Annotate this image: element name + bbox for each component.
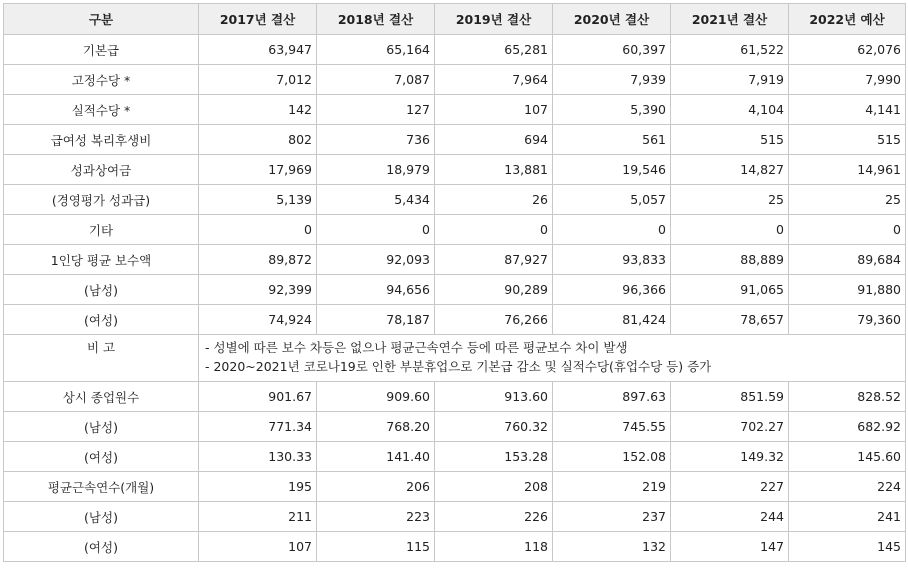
cell-value: 682.92 [789, 412, 906, 442]
cell-value: 118 [435, 532, 553, 562]
cell-value: 60,397 [553, 35, 671, 65]
cell-value: 130.33 [199, 442, 317, 472]
cell-value: 78,187 [317, 305, 435, 335]
cell-value: 89,684 [789, 245, 906, 275]
cell-value: 25 [671, 185, 789, 215]
cell-value: 152.08 [553, 442, 671, 472]
row-label: 실적수당 * [4, 95, 199, 125]
cell-value: 913.60 [435, 382, 553, 412]
cell-value: 5,139 [199, 185, 317, 215]
cell-value: 223 [317, 502, 435, 532]
cell-value: 74,924 [199, 305, 317, 335]
cell-value: 760.32 [435, 412, 553, 442]
cell-value: 19,546 [553, 155, 671, 185]
row-label: 평균근속연수(개월) [4, 472, 199, 502]
cell-value: 694 [435, 125, 553, 155]
cell-value: 7,939 [553, 65, 671, 95]
cell-value: 14,827 [671, 155, 789, 185]
cell-value: 736 [317, 125, 435, 155]
remark-line: - 성별에 따른 보수 차등은 없으나 평균근속연수 등에 따른 평균보수 차이 발생 [205, 340, 628, 355]
cell-value: 145 [789, 532, 906, 562]
table-row [4, 95, 906, 125]
cell-value: 149.32 [671, 442, 789, 472]
cell-value: 76,266 [435, 305, 553, 335]
cell-value: 206 [317, 472, 435, 502]
cell-value: 208 [435, 472, 553, 502]
cell-value: 127 [317, 95, 435, 125]
cell-value: 25 [789, 185, 906, 215]
cell-value: 0 [435, 215, 553, 245]
cell-value: 0 [789, 215, 906, 245]
row-label: 기타 [4, 215, 199, 245]
remarks-label: 비 고 [4, 335, 199, 382]
header-2019: 2019년 결산 [435, 4, 553, 35]
cell-value: 7,919 [671, 65, 789, 95]
table-row [4, 532, 906, 562]
row-label: 1인당 평균 보수액 [4, 245, 199, 275]
cell-value: 79,360 [789, 305, 906, 335]
cell-value: 195 [199, 472, 317, 502]
cell-value: 81,424 [553, 305, 671, 335]
cell-value: 702.27 [671, 412, 789, 442]
cell-value: 909.60 [317, 382, 435, 412]
cell-value: 153.28 [435, 442, 553, 472]
row-label: (여성) [4, 305, 199, 335]
cell-value: 147 [671, 532, 789, 562]
row-label: (여성) [4, 442, 199, 472]
cell-value: 90,289 [435, 275, 553, 305]
cell-value: 142 [199, 95, 317, 125]
cell-value: 63,947 [199, 35, 317, 65]
cell-value: 115 [317, 532, 435, 562]
cell-value: 18,979 [317, 155, 435, 185]
table-row [4, 382, 906, 412]
row-label: 상시 종업원수 [4, 382, 199, 412]
compensation-table [3, 3, 906, 562]
cell-value: 897.63 [553, 382, 671, 412]
cell-value: 745.55 [553, 412, 671, 442]
cell-value: 107 [199, 532, 317, 562]
table-body [4, 35, 906, 562]
header-2020: 2020년 결산 [553, 4, 671, 35]
cell-value: 244 [671, 502, 789, 532]
cell-value: 515 [671, 125, 789, 155]
remark-line: - 2020~2021년 코로나19로 인한 부분휴업으로 기본급 감소 및 실적수당(휴업수당 등) 증가 [205, 359, 712, 374]
cell-value: 88,889 [671, 245, 789, 275]
row-label: 급여성 복리후생비 [4, 125, 199, 155]
cell-value: 7,990 [789, 65, 906, 95]
cell-value: 0 [199, 215, 317, 245]
cell-value: 132 [553, 532, 671, 562]
table-row [4, 125, 906, 155]
row-label: 고정수당 * [4, 65, 199, 95]
cell-value: 93,833 [553, 245, 671, 275]
cell-value: 237 [553, 502, 671, 532]
cell-value: 4,141 [789, 95, 906, 125]
cell-value: 92,399 [199, 275, 317, 305]
cell-value: 0 [317, 215, 435, 245]
header-row [4, 4, 906, 35]
cell-value: 65,281 [435, 35, 553, 65]
cell-value: 7,087 [317, 65, 435, 95]
cell-value: 7,964 [435, 65, 553, 95]
cell-value: 91,065 [671, 275, 789, 305]
cell-value: 227 [671, 472, 789, 502]
row-label: 성과상여금 [4, 155, 199, 185]
row-label: (남성) [4, 502, 199, 532]
table-row [4, 215, 906, 245]
row-label: (남성) [4, 412, 199, 442]
cell-value: 0 [671, 215, 789, 245]
row-label: (경영평가 성과급) [4, 185, 199, 215]
cell-value: 92,093 [317, 245, 435, 275]
cell-value: 65,164 [317, 35, 435, 65]
cell-value: 96,366 [553, 275, 671, 305]
cell-value: 78,657 [671, 305, 789, 335]
table-row [4, 502, 906, 532]
table-row [4, 275, 906, 305]
table-row [4, 35, 906, 65]
cell-value: 17,969 [199, 155, 317, 185]
cell-value: 802 [199, 125, 317, 155]
remarks-content [199, 335, 906, 382]
cell-value: 768.20 [317, 412, 435, 442]
cell-value: 7,012 [199, 65, 317, 95]
cell-value: 13,881 [435, 155, 553, 185]
cell-value: 828.52 [789, 382, 906, 412]
cell-value: 211 [199, 502, 317, 532]
cell-value: 91,880 [789, 275, 906, 305]
table-row [4, 472, 906, 502]
cell-value: 145.60 [789, 442, 906, 472]
cell-value: 226 [435, 502, 553, 532]
cell-value: 94,656 [317, 275, 435, 305]
table-row [4, 442, 906, 472]
cell-value: 241 [789, 502, 906, 532]
cell-value: 141.40 [317, 442, 435, 472]
table-row [4, 412, 906, 442]
cell-value: 5,057 [553, 185, 671, 215]
cell-value: 561 [553, 125, 671, 155]
cell-value: 26 [435, 185, 553, 215]
cell-value: 771.34 [199, 412, 317, 442]
header-category: 구분 [4, 4, 199, 35]
cell-value: 515 [789, 125, 906, 155]
row-label: (남성) [4, 275, 199, 305]
table-row [4, 305, 906, 335]
row-label: 기본급 [4, 35, 199, 65]
table-row [4, 65, 906, 95]
remarks-row [4, 335, 906, 382]
cell-value: 5,434 [317, 185, 435, 215]
cell-value: 62,076 [789, 35, 906, 65]
header-2017: 2017년 결산 [199, 4, 317, 35]
cell-value: 219 [553, 472, 671, 502]
table-row [4, 185, 906, 215]
cell-value: 851.59 [671, 382, 789, 412]
cell-value: 14,961 [789, 155, 906, 185]
header-2018: 2018년 결산 [317, 4, 435, 35]
cell-value: 107 [435, 95, 553, 125]
row-label: (여성) [4, 532, 199, 562]
cell-value: 4,104 [671, 95, 789, 125]
cell-value: 901.67 [199, 382, 317, 412]
table-row [4, 245, 906, 275]
cell-value: 5,390 [553, 95, 671, 125]
cell-value: 0 [553, 215, 671, 245]
cell-value: 224 [789, 472, 906, 502]
header-2021: 2021년 결산 [671, 4, 789, 35]
cell-value: 87,927 [435, 245, 553, 275]
cell-value: 61,522 [671, 35, 789, 65]
table-row [4, 155, 906, 185]
header-2022: 2022년 예산 [789, 4, 906, 35]
cell-value: 89,872 [199, 245, 317, 275]
